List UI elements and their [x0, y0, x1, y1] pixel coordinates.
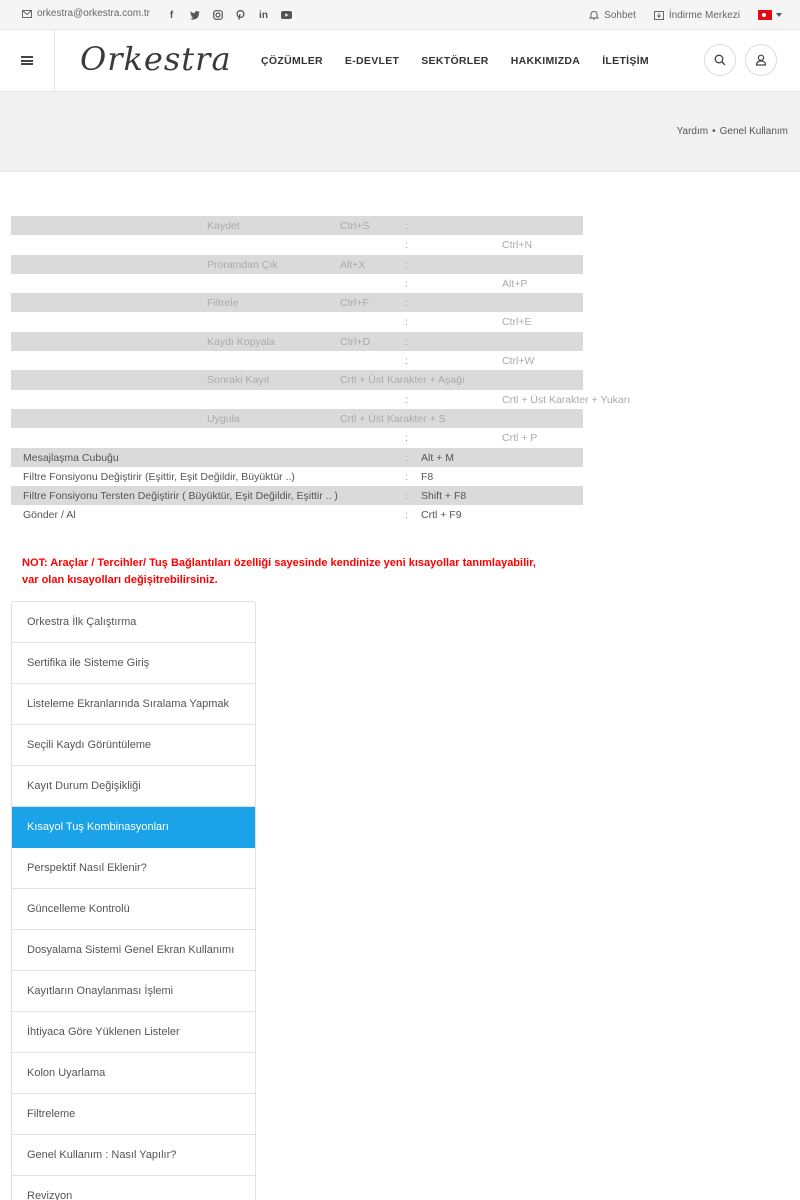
nav-contact[interactable]: İLETİŞİM [602, 54, 649, 67]
user-icon [755, 54, 767, 66]
shortcut-name: Uygula [207, 412, 240, 425]
list-item[interactable]: Güncelleme Kontrolü [12, 889, 255, 930]
list-item-active[interactable]: Kısayol Tuş Kombinasyonları [12, 807, 255, 848]
table-row [11, 293, 583, 312]
list-item[interactable]: Dosyalama Sistemi Genel Ekran Kullanımı [12, 930, 255, 971]
pinterest-icon[interactable] [229, 7, 252, 23]
breadcrumb-separator: • [712, 126, 716, 137]
shortcut-colon: : [405, 355, 408, 368]
shortcut-name: Filtrele [207, 297, 239, 310]
linkedin-icon[interactable]: in [259, 9, 268, 21]
list-item[interactable]: Perspektif Nasıl Eklenir? [12, 848, 255, 889]
nav-sectors[interactable]: SEKTÖRLER [421, 54, 489, 67]
shortcut-key: Ctrl+W [502, 355, 535, 368]
youtube-icon[interactable] [275, 7, 298, 23]
chevron-down-icon[interactable] [776, 13, 782, 17]
table-row [11, 332, 583, 351]
shortcut-key: Alt+X [340, 258, 366, 271]
table-row [11, 448, 583, 467]
menu-button[interactable] [0, 30, 55, 91]
nav-about[interactable]: HAKKIMIZDA [510, 54, 581, 67]
shortcut-key: Ctrl+F [340, 297, 369, 310]
shortcut-key: Alt+P [502, 277, 528, 290]
shortcut-key: Ctrl+S [340, 220, 370, 232]
shortcut-value: Alt + M [421, 451, 454, 464]
shortcut-label: Filtre Fonsiyonu Tersten Değiştirir ( Büyüktür, Eşit Değildir, Eşittir .. ) [23, 490, 338, 503]
twitter-icon[interactable] [183, 7, 206, 23]
shortcut-name: Sonraki Kayıt [207, 374, 270, 387]
list-item[interactable]: Revizyon [12, 1176, 255, 1200]
list-item[interactable]: Kayıtların Onaylanması İşlemi [12, 971, 255, 1012]
table-row [11, 255, 583, 274]
shortcut-colon: : [405, 297, 408, 310]
user-button[interactable] [745, 44, 777, 76]
table-row [11, 428, 583, 447]
email-text: orkestra@orkestra.com.tr [37, 8, 150, 19]
help-topics-list [11, 601, 256, 1200]
list-item[interactable]: Sertifika ile Sisteme Giriş [12, 643, 255, 684]
breadcrumb-general-usage[interactable]: Genel Kullanım [719, 126, 788, 137]
main-header [0, 30, 800, 92]
table-row [11, 235, 583, 254]
logo[interactable]: Orkestra [80, 40, 232, 78]
envelope-icon [22, 10, 32, 18]
list-item[interactable]: Orkestra İlk Çalıştırma [12, 602, 255, 643]
shortcut-colon: : [405, 258, 408, 271]
shortcut-colon: : [405, 432, 408, 445]
shortcut-colon: : [405, 509, 408, 522]
table-row [11, 274, 583, 293]
shortcut-value: Shift + F8 [421, 490, 467, 503]
list-item[interactable]: Kayıt Durum Değişikliği [12, 766, 255, 807]
shortcut-key: Ctrl+D [340, 335, 371, 348]
nav-e-government[interactable]: E-DEVLET [344, 54, 400, 67]
list-item[interactable]: İhtiyaca Göre Yüklenen Listeler [12, 1012, 255, 1053]
list-item[interactable]: Listeleme Ekranlarında Sıralama Yapmak [12, 684, 255, 725]
table-row [11, 505, 583, 524]
shortcut-value: Crtl + F9 [421, 509, 462, 522]
shortcut-colon: : [405, 470, 408, 483]
table-row [11, 467, 583, 486]
bell-icon [589, 10, 599, 20]
shortcut-colon: : [405, 490, 408, 503]
download-center-label: İndirme Merkezi [668, 9, 740, 21]
email-link[interactable] [22, 8, 150, 19]
table-row [11, 370, 583, 389]
shortcut-label: Mesajlaşma Cubuğu [23, 451, 119, 464]
list-item[interactable]: Filtreleme [12, 1094, 255, 1135]
shortcut-label: Filtre Fonsiyonu Değiştirir (Eşittir, Eşit Değildir, Büyüktür ..) [23, 470, 295, 483]
chat-link[interactable] [589, 10, 636, 21]
shortcut-key: Ctrl+N [502, 239, 533, 252]
hamburger-icon [21, 55, 33, 67]
search-button[interactable] [704, 44, 736, 76]
note-text: NOT: Araçlar / Tercihler/ Tuş Bağlantıları özelliği sayesinde kendinize yeni kısayollar tanımlayabilir, var olan kısayolları değişitrebilirsiniz. [22, 557, 536, 586]
shortcut-colon: : [405, 277, 408, 290]
instagram-icon[interactable] [206, 7, 229, 23]
table-row [11, 486, 583, 505]
download-icon [654, 10, 664, 20]
table-row [11, 216, 583, 235]
facebook-icon[interactable]: f [169, 9, 174, 21]
breadcrumb-help[interactable]: Yardım [676, 126, 709, 137]
nav-solutions[interactable]: ÇÖZÜMLER [261, 54, 323, 67]
table-row [11, 390, 631, 409]
shortcut-name: Proramdan Çık [207, 258, 278, 271]
shortcut-name: Kaydet [207, 220, 240, 232]
page-title-band [0, 92, 800, 172]
shortcut-key: Crtl + Üst Karakter + Yukarı [502, 393, 631, 406]
shortcut-colon: : [405, 239, 408, 252]
shortcut-colon: : [405, 316, 408, 329]
shortcut-colon: : [405, 451, 408, 464]
shortcut-colon: : [405, 393, 408, 406]
table-row [11, 409, 583, 428]
shortcut-name: Kaydı Kopyala [207, 335, 275, 348]
table-row [11, 351, 583, 370]
shortcut-colon: : [405, 335, 408, 348]
shortcut-key: Ctrl+E [502, 316, 532, 329]
list-item[interactable]: Kolon Uyarlama [12, 1053, 255, 1094]
shortcut-value: F8 [421, 470, 434, 483]
breadcrumb [677, 126, 788, 137]
shortcut-key: Crtl + P [502, 432, 538, 445]
main-nav [250, 30, 660, 91]
search-icon [714, 54, 726, 66]
social-links [160, 7, 298, 23]
language-flag-icon[interactable] [758, 10, 772, 20]
shortcut-label: Gönder / Al [23, 509, 76, 522]
table-row [11, 312, 583, 331]
top-bar [0, 0, 800, 30]
download-center-link[interactable] [654, 10, 740, 21]
list-item[interactable]: Genel Kullanım : Nasıl Yapılır? [12, 1135, 255, 1176]
chat-label: Sohbet [604, 9, 636, 21]
shortcut-key: Crtl + Üst Karakter + S [340, 412, 446, 425]
shortcut-key: Crtl + Üst Karakter + Aşağı [340, 374, 465, 387]
shortcut-colon: : [405, 220, 408, 232]
list-item[interactable]: Seçili Kaydı Görüntüleme [12, 725, 255, 766]
shortcut-table [11, 216, 631, 525]
